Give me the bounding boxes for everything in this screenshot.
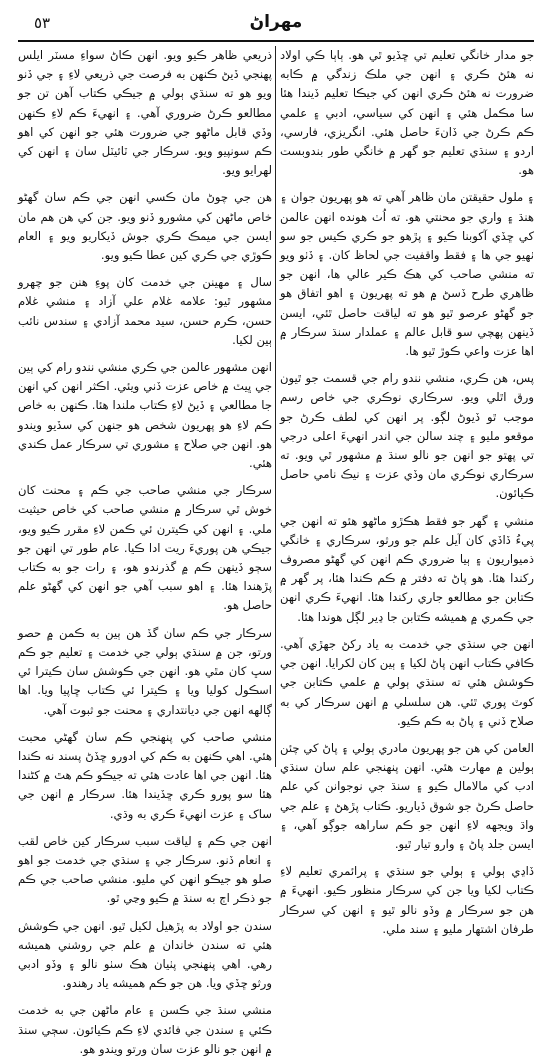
paragraph: سرڪار جي ڪم سان گڏ هن ٻين به ڪمن ۾ حصو ورتو، جن ۾ سنڌي ٻولي جي خدمت ۽ تعليم جو ڪم سڀ کان مٿي هو. انهن جي ڪوشش سان ڪيترا ئي اسڪول کوليا ويا ۽ ڪيترا ئي ڪتاب ڇاپيا ويا. اها ڳالهه انهن جي ديانتداري ۽ محنت جو ثبوت آهي.: [18, 625, 272, 717]
paragraph: هن جي چوڻ مان ڪسي انهن جي ڪم سان گهڻو خاص ماڻهن کي مشورو ڏنو ويو. جن کي هن هم مان ايسن جي ميمڪ ڪري جوش ڏيکاريو ويو ۽ العام ڪوڙي جي ڪري کين عطا ڪيو ويو.: [18, 190, 272, 263]
paragraph: منشي ۽ گهر جو فقط هڪڙو ماڻهو هئو ته انهن جي پيءُ ڏاڏي کان آيل علم جو ورثو، سرڪاري ۽ خانگي ذميواريون ۽ ٻيا ضروري ڪم انهن کي گهڻو مصروف رکندا هئا. هو پاڻ ته دفتر ۾ ڪم ڪندا هئا، پر گهر ۾ ڪتابن جو مطالعو جاري رکندا هئا. انهيءَ ڪري انهن جي ڪمري ۾ هميشه ڪتابن جا ڍير لڳل هوندا هئا.: [280, 513, 534, 624]
running-title: مهراڻ: [249, 12, 303, 32]
paragraph: منشي صاحب کي پنهنجي ڪم سان گهڻي محبت هئي. اهي ڪنهن به ڪم کي ادورو ڇڏڻ پسند نه ڪندا هئا. انهن جي اها عادت هئي ته جيڪو ڪم هٿ ۾ کڻندا هئا سو پورو ڪري ڇڏيندا هئا. سرڪار ۾ انهن جي ساک ۽ عزت انهيءَ ڪري به وڌي.: [18, 729, 272, 821]
paragraph: منشي سنڌ جي ڪسن ۽ عام ماڻهن جي به خدمت ڪئي ۽ سندن جي فائدي لاءِ ڪم ڪيائون. سڄي سنڌ ۾ انهن جو نالو عزت سان ورتو ويندو هو.: [18, 1003, 272, 1056]
text-column-left: [17, 46, 272, 1056]
paragraph: ذريعي ظاهر ڪيو ويو. انهن ڪاڻ سواءِ مسٽر ايلس پهنجي ڏيڻ ڪنهن به فرصت جي ذريعي لاءِ ۽ جي ڏنو ويو هو ته سنڌي ٻولي ۾ جيڪي ڪتاب آهن تن جو مطالعو ڪرڻ ضروري آهي. ۽ انهيءَ ڪم لاءِ ڪنهن وڏي قابل ماڻهو جي ضرورت هئي جو انهن کي اهو ڪم سونپيو ويو. سرڪار جي ٽائيٽل سان ۽ انهن کي لهرايو ويو.: [18, 48, 272, 178]
paragraph: ڏاڍي ٻولي ۽ ٻولي جو سنڌي ۽ پرائمري تعليم لاءِ ڪتاب لکيا ويا جن کي سرڪار منظور ڪيو. انهيءَ ۾ هن جو سرڪار ۾ وڏو نالو ٿيو ۽ انهن کي سرڪار طرفان اشتهار مليو ۽ سند ملي.: [280, 864, 534, 936]
paragraph: انهن جي ڪم ۽ لياقت سبب سرڪار کين خاص لقب ۽ انعام ڏنو. سرڪار جي ۽ سنڌي جي خدمت جو اهو صلو هو جيڪو انهن کي مليو. منشي صاحب جي ڪم جو ذڪر اڄ به سنڌ ۾ ڪيو وڃي ٿو.: [18, 833, 272, 906]
header-rule: [18, 40, 534, 42]
paragraph: ۽ ملول حقيقتن مان ظاهر آهي ته هو پهريون جوان ۽ هنڌ ۽ واري جو محنتي هو. ته اُٺ هونده انهن عالمن کي ڇڏي آکوبنا ڪيو ۽ پڙهو جو ڪري ڪيس جو سو ٺهيو جي ها ۽ فقط واقفيت جي لحاظ کان. ۽ ڏٺو ويو ته منشي صاحب کي هڪ ڪير عالي ها، انهن جو ظاهري طرح ڏسڻ ۾ هو ته پهريون ۽ اهو اتفاق هو جو گهڻو عرصو ٿيو هو ته لياقت حاصل ٿئي، ايسن ڏينهن پهچي سو قابل عالم ۽ عملدار سنڌ سرڪار ۾ اها عزت واعي ڪوڙ ٿيو ها.: [280, 190, 534, 359]
paragraph: انهن جي سنڌي جي خدمت به ياد رکڻ جهڙي آهي. ڪافي ڪتاب انهن پاڻ لکيا ۽ ٻين کان لکرايا. انهن جي ڪوشش هئي ته سنڌي ٻولي ۾ علمي ڪتابن جي کوٽ پوري ٿئي. هن سلسلي ۾ انهن سرڪار کي به صلاح ڏني ۽ پاڻ به ڪم ڪيو.: [280, 636, 534, 728]
paragraph: پس، هن ڪري، منشي نندو رام جي قسمت جو ٿيون ورق اٿلي ويو. سرڪاري نوڪري جي خاص رسم موجب ٿو ڏيوڻ لڳو. پر انهن کي لطف ڪرڻ جو موقعو مليو ۽ چند سالن جي اندر انهيءَ اعلى درجي تي پهتو جو انهن جو نالو سنڌ ۾ مشهور ٿي ويو. ته سرڪاري نوڪري مان وڏي عزت ۽ نيڪ نامي حاصل ڪيائون.: [280, 371, 534, 501]
paragraph: انهن مشهور عالمن جي ڪري منشي نندو رام کي ٻين جي ڀيٽ ۾ خاص عزت ڏني ويئي. اڪثر انهن کي انهن جا مطالعي ۽ ڏيڻ لاءِ ڪتاب ملندا هئا. ڪنهن به خاص ڪم لاءِ هو پهريون شخص هو جنهن کي سڏيو ويندو هو. انهن جي صلاح ۽ مشوري تي سرڪار عمل ڪندي هئي.: [17, 360, 272, 471]
page-header: [18, 8, 534, 42]
text-column-right: [280, 46, 534, 936]
paragraph: العامن کي هن جو پهريون مادري ٻولي ۽ پاڻ کي چئن ٻولين ۾ مهارت هئي. انهن پنهنجي علم سان سنڌي ادب کي مالامال ڪيو ۽ سنڌ جي نوجوانن کي علم حاصل ڪرڻ جو شوق ڏياريو. ڪتاب پڙهڻ ۽ علم جي واڌ ويجهه لاءِ انهن جو ڪم ساراهه جوڳو آهي، ۽ ايسن جلد پاڻ ۽ وارو تيار ٿيو.: [280, 740, 534, 851]
column-divider: [275, 46, 276, 767]
paragraph: سرڪار جي منشي صاحب جي ڪم ۽ محنت کان خوش ٿي سرڪار ۾ منشي صاحب کي خاص حيثيت ملي. ۽ انهن کي ڪيترن ئي ڪمن لاءِ مقرر ڪيو ويو، جيڪي هن پوريءَ ريت ادا ڪيا. عام طور تي انهن جو سڄو ڏينهن ڪم ۾ گذرندو هو، ۽ رات جو به ڪتاب پڙهندا هئا. ۽ اهو سبب آهي جو انهن کي گهڻو علم حاصل هو.: [18, 483, 272, 613]
paragraph: سال ۽ مهينن جي خدمت کان پوءِ هنن جو چهرو مشهور ٿيو: علامه غلام علي آزاد ۽ منشي غلام حسن، ڪرم حسن، سيد محمد آزادي ۽ سندس نائب ٻين لکيا.: [18, 275, 272, 347]
paragraph: سندن جو اولاد به پڙهيل لکيل ٿيو. انهن جي ڪوشش هئي ته سندن خاندان ۾ علم جي روشني هميشه رهي. اهي پنهنجي پٺيان هڪ سٺو نالو ۽ وڏو ادبي ورثو ڇڏي ويا. هن جو ڪم هميشه ياد رهندو.: [18, 918, 272, 991]
page-number: ٥٣: [34, 14, 51, 32]
paragraph: جو مدار خانگي تعليم تي ڇڏيو ٿي هو. ٻاٻا ڪي اولاد نه هئڻ ڪري ۽ انهن جي ملڪ زندگي ۾ ڪابه ضرورت نه هئڻ ڪري انهن کي جيڪا تعليم ڏيندا هئا سا مڪمل هئي ۽ انهن کي سياسي، ادبي ۽ علمي ڪم ڪرڻ جي ڏانءَ حاصل هئي. انگريزي، فارسي، اردو ۽ سنڌي تعليم جو گهر ۾ خانگي طور بندوبست هو.: [280, 48, 534, 178]
